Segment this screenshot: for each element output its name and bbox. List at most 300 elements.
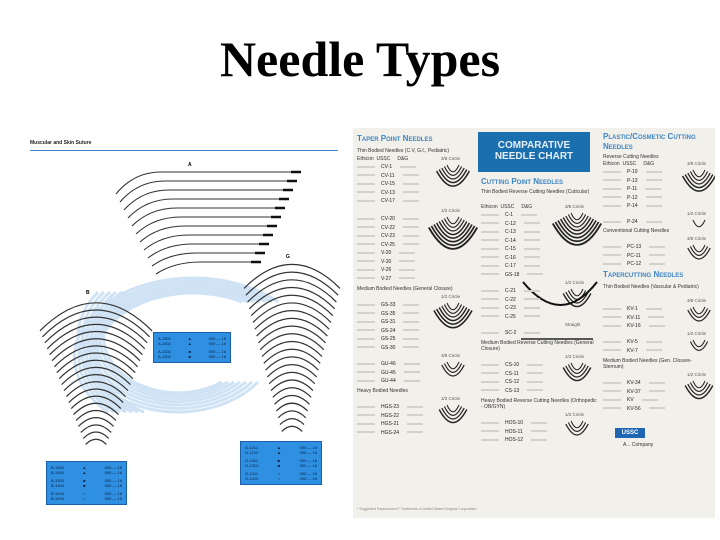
dg-equivalent [403,346,419,348]
needle-code: B-1403 [51,491,64,496]
size-range: 000 — 16 [208,354,226,359]
column-headers [481,204,532,210]
dg-equivalent [524,222,540,224]
ethicon-equivalent [481,273,499,275]
dg-equivalent [524,248,540,250]
needle-row [481,314,540,320]
needle-code: A-1302 [158,354,171,359]
needle-row [357,311,419,317]
company-name: A... Company [623,442,654,448]
ussc-code: GU-44 [381,378,396,384]
size-range: 000 — 16 [104,470,122,475]
needle-code: A-1302 [158,341,171,346]
needle-row [357,404,423,410]
needle-row [603,389,665,395]
needle-row [357,225,419,231]
needle-arc [442,365,464,376]
ussc-code: C-1 [505,212,514,218]
ethicon-equivalent [603,308,621,310]
needle-row [481,238,540,244]
needle-row [481,255,540,261]
ussc-code: V-30 [381,258,392,265]
needle-arc [571,421,583,428]
needle-row [357,421,423,427]
needle-row [357,413,423,419]
needle-mark [267,365,316,377]
dg-equivalent [646,196,662,198]
ethicon-equivalent [357,218,375,220]
ussc-code: CV-17 [381,198,395,204]
ethicon-equivalent [357,174,375,176]
needle-row [357,276,415,282]
ussc-code: HGS-22 [381,412,400,419]
needle-row [357,181,419,187]
size-range: 000 — 16 [104,491,122,496]
ethicon-equivalent [357,252,375,254]
dg-equivalent [403,226,419,228]
needle-code: B-1304 [51,470,64,475]
needle-row [603,178,662,184]
needle-code: A-1301 [158,349,171,354]
mark-icon: ■ [83,483,86,488]
circle-type: 1/2 Circle [441,208,461,213]
circle-type: 1/2 Circle [565,354,585,359]
ussc-code: V-20 [381,250,392,256]
ethicon-equivalent [481,372,499,374]
needle-row [603,380,665,386]
needle-row [481,221,540,227]
circle-type: 1/2 Circle [441,396,461,401]
dg-equivalent [403,174,419,176]
size-range: 000 — 16 [299,450,317,455]
ethicon-equivalent [357,321,375,323]
mark-icon: ▲ [277,450,281,455]
ussc-code: HOS-10 [505,420,524,426]
ethicon-equivalent [603,263,621,265]
needle-row [357,233,419,239]
needle-row [481,263,540,269]
size-range: 000 — 16 [299,471,317,476]
dg-equivalent [403,312,419,314]
ussc-code: P-24 [627,219,638,225]
ussc-code: HGS-21 [381,421,400,427]
needle-arc [693,245,705,252]
dg-equivalent [403,243,419,245]
needle-code: G-1311 [245,458,259,463]
needle-row [481,246,540,252]
group-title: Heavy Bodied Reverse Cutting Needles (Orthopedic - OB/GYN) [481,398,597,410]
ethicon-equivalent [481,430,499,432]
circle-type: 3/8 Circle [687,161,707,166]
needle-code: B-1303 [51,465,64,470]
dg-equivalent [527,364,543,366]
needle-row [603,219,662,225]
needle-row [357,302,419,308]
needle-mark [278,411,306,418]
needle-row [603,261,665,267]
needle-row [481,429,547,435]
col-ethicon: Ethicon [357,156,374,162]
needle-row [603,315,664,321]
ethicon-equivalent [603,205,621,207]
needle-arc [447,217,459,224]
ethicon-equivalent [357,304,375,306]
col-ussc: USSC [622,161,637,167]
dg-equivalent [400,166,416,168]
ethicon-equivalent [357,277,375,279]
ethicon-equivalent [357,338,375,340]
ussc-code: P-11 [627,186,638,192]
circle-type: 1/2 Circle [687,331,707,336]
ussc-code: C-17 [505,263,516,269]
needle-arc [444,364,461,373]
dg-equivalent [403,200,419,202]
needle-row [603,339,662,345]
needle-arc [693,307,705,314]
needle-row [481,437,547,443]
ussc-code: C-16 [505,254,516,261]
needle-row [357,319,419,325]
needle-row [481,362,543,368]
size-range: 000 — 16 [104,483,122,488]
legend-row [51,496,122,501]
needle-arc [566,216,588,227]
ethicon-equivalent [481,389,499,391]
dg-equivalent [646,341,662,343]
needle-arc [688,248,710,259]
needle-row [357,242,419,248]
mark-icon: ○ [83,491,86,496]
col-ussc: USSC [500,204,515,210]
ussc-code: CV-13 [381,189,395,196]
dg-equivalent [527,381,543,383]
needle-row [357,378,420,384]
column-headers [357,156,408,162]
group-title: Reverse Cutting Needles [603,154,659,160]
ethicon-equivalent [357,414,375,416]
dg-equivalent [524,315,540,317]
label-a: A [188,162,192,168]
ussc-code: GS-33 [381,302,396,308]
legend-row [158,354,226,359]
needle-mark [156,262,261,274]
column-headers [603,161,654,167]
ussc-code: KV-11 [627,314,641,321]
heading-tapercutting: Tapercutting Needles [603,270,684,279]
circle-type: 1/2 Circle [687,211,707,216]
needle-row [603,203,662,209]
needle-mark [258,326,325,343]
ussc-code: GS-30 [381,344,396,351]
needle-arc [442,220,464,231]
col-dg: D&G [397,156,409,162]
dg-equivalent [524,231,540,233]
mark-icon: ■ [277,463,281,468]
needle-arc [442,408,464,419]
size-range: 000 — 16 [299,476,317,481]
ethicon-equivalent [357,380,375,382]
dg-equivalent [646,179,662,181]
dg-equivalent [403,191,419,193]
ussc-code: GU-46 [381,361,396,367]
ussc-code: CV-20 [381,216,395,222]
needle-mark [116,172,301,194]
col-dg: D&G [521,204,533,210]
legend-box-b [46,461,127,505]
needle-row [481,371,543,377]
ussc-code: C-12 [505,220,516,227]
ussc-code: GS-24 [381,327,396,334]
dg-equivalent [531,422,547,424]
needle-row [357,216,419,222]
needle-row [481,297,540,303]
dg-equivalent [646,221,662,223]
ussc-code: CS-13 [505,387,520,394]
ussc-code: KV-34 [627,380,641,386]
group-title: Thin Bodied Needles (C.V, G.I., Pediatric) [357,148,450,154]
ethicon-equivalent [603,188,621,190]
needle-row [603,406,665,412]
dg-equivalent [524,239,540,241]
needle-mark [276,403,307,411]
circle-type: 3/8 Circle [687,236,707,241]
needle-arc [688,384,710,395]
ussc-code: C-15 [505,246,516,252]
needle-row [481,330,540,336]
needle-arc [442,168,464,179]
needle-code: B-1303 [51,478,64,483]
needle-mark [124,190,293,210]
dg-equivalent [403,235,419,237]
circle-type: 1/2 Circle [565,412,585,417]
dg-equivalent [399,260,415,262]
ussc-code: PC-13 [627,244,642,250]
ethicon-equivalent [481,256,499,258]
dg-equivalent [404,363,420,365]
dg-equivalent [648,316,664,318]
needle-arc [571,363,583,370]
ethicon-equivalent [481,315,499,317]
ethicon-equivalent [357,406,375,408]
needle-row [357,345,419,351]
dg-equivalent [521,214,537,216]
chart-banner: COMPARATIVE NEEDLE CHART [478,132,590,172]
diagram-header: Muscular and Skin Suture [30,140,92,146]
group-title: Thin Bodied Reverse Cutting Needles (Cuticular) [481,189,590,195]
suture-diagram-image [8,122,342,514]
ussc-code: KV-5 [627,339,638,345]
needle-arc [690,247,707,256]
needle-arc [447,405,459,412]
mark-icon: ■ [277,458,281,463]
ethicon-equivalent [603,246,621,248]
ethicon-equivalent [481,265,499,267]
needle-row [357,267,415,273]
ussc-code: C-14 [505,237,516,244]
dg-equivalent [646,308,662,310]
ethicon-equivalent [603,382,621,384]
dg-equivalent [649,254,665,256]
ethicon-equivalent [481,214,499,216]
ethicon-equivalent [357,431,375,433]
group-title: Medium Bodied Reverse Cutting Needles (General Closure) [481,340,594,352]
dg-equivalent [399,269,415,271]
needle-code: G-1412 [245,476,259,481]
dg-equivalent [407,431,423,433]
ussc-code: GU-45 [381,369,396,376]
mark-icon: ■ [83,478,86,483]
mark-icon: ○ [83,496,86,501]
ethicon-equivalent [603,390,621,392]
needle-row [481,272,543,278]
needle-code: B-1304 [51,483,64,488]
needle-mark [86,439,107,444]
ethicon-equivalent [481,332,499,334]
dg-equivalent [399,277,415,279]
needle-row [603,323,665,329]
mark-icon: ▲ [187,336,192,341]
needle-arc [693,340,705,347]
ethicon-equivalent [481,364,499,366]
dg-equivalent [524,298,540,300]
ethicon-equivalent [357,243,375,245]
needle-arc [444,407,461,416]
circle-type: 1/2 Circle [441,294,461,299]
ussc-code: HOS-11 [505,428,523,435]
legend-row [245,476,317,481]
ussc-code: SC-2 [505,330,517,336]
needle-arc [447,165,459,172]
needle-row [357,430,423,436]
needle-row [603,195,662,201]
group-title: Heavy Bodied Needles [357,388,408,394]
needle-row [357,190,419,196]
dg-equivalent [531,439,547,441]
needle-row [357,370,420,376]
needle-code: G-1212 [245,450,259,455]
needle-mark [282,426,302,431]
dg-equivalent [646,349,662,351]
ethicon-equivalent [603,171,621,173]
needle-arc [444,219,461,228]
ethicon-equivalent [357,235,375,237]
needle-row [357,198,419,204]
ussc-code: GS-18 [505,271,520,278]
dg-equivalent [527,273,543,275]
group-title: Medium Bodied Needles (Gen. Closure-Sternum) [603,358,692,370]
dg-equivalent [404,371,420,373]
dg-equivalent [407,423,423,425]
dg-equivalent [524,307,540,309]
needle-arc [690,342,707,351]
needle-row [481,388,543,394]
needle-arc [568,291,585,300]
needle-row [603,348,662,354]
needle-code: G-1411 [245,471,259,476]
needle-row [481,379,543,385]
ethicon-equivalent [481,239,499,241]
needle-mark [81,425,111,433]
ethicon-equivalent [481,290,499,292]
needle-row [603,253,665,259]
size-range: 000 — 16 [208,336,226,341]
needle-mark [148,244,269,258]
ethicon-equivalent [357,191,375,193]
needle-code: A-1301 [158,336,171,341]
heading-cutting-point: Cutting Point Needles [481,177,564,186]
ussc-code: KV-16 [627,323,641,329]
needle-mark [264,349,320,363]
ethicon-equivalent [603,341,621,343]
size-range: 000 — 16 [208,349,226,354]
needle-row [603,186,661,192]
ussc-code: CV-25 [381,241,395,248]
size-range: 000 — 16 [104,465,122,470]
dg-equivalent [403,218,419,220]
ussc-code: CS-11 [505,370,519,377]
ethicon-equivalent [603,325,621,327]
dg-equivalent [649,407,665,409]
ethicon-equivalent [481,248,499,250]
ussc-code: GS-25 [381,336,396,342]
needle-arc [688,310,710,321]
needle-arc [568,365,585,374]
ussc-code: P-14 [627,203,638,209]
ethicon-equivalent [603,407,621,409]
dg-equivalent [403,321,419,323]
needle-mark [269,372,315,383]
ethicon-equivalent [481,231,499,233]
dg-equivalent [403,304,419,306]
needle-arc [568,423,585,432]
ethicon-equivalent [481,422,499,424]
dg-equivalent [531,430,547,432]
dg-equivalent [527,372,543,374]
needle-row [357,328,419,334]
ussc-code: P-12 [627,194,638,201]
needle-arc [690,383,707,392]
col-dg: D&G [643,161,655,167]
ussc-code: KV-1 [627,306,638,312]
mark-icon: ▲ [276,445,281,450]
needle-arc [568,215,585,224]
circle-type: 3/8 Circle [687,298,707,303]
heading-plastic-cosmetic: Plastic/Cosmetic Cutting Needles [603,132,696,151]
ethicon-equivalent [357,371,375,373]
ussc-code: KV-37 [627,388,641,395]
needle-arc [566,424,588,435]
dg-equivalent [649,246,665,248]
ethicon-equivalent [357,363,375,365]
needle-mark [152,253,265,266]
dg-equivalent [646,205,662,207]
needle-row [357,173,419,179]
ethicon-equivalent [481,307,499,309]
needle-mark [280,419,304,425]
needle-mark [266,357,319,370]
dg-equivalent [524,290,540,292]
needle-arc [447,362,459,369]
ussc-code: KV [627,397,634,403]
ethicon-equivalent [603,196,621,198]
ussc-code: C-21 [505,288,516,294]
ussc-logo: USSC [615,428,645,438]
needle-row [603,397,658,403]
size-range: 000 — 16 [104,496,122,501]
mark-icon: ○ [277,471,281,476]
needle-arc [571,289,583,296]
ethicon-equivalent [481,381,499,383]
